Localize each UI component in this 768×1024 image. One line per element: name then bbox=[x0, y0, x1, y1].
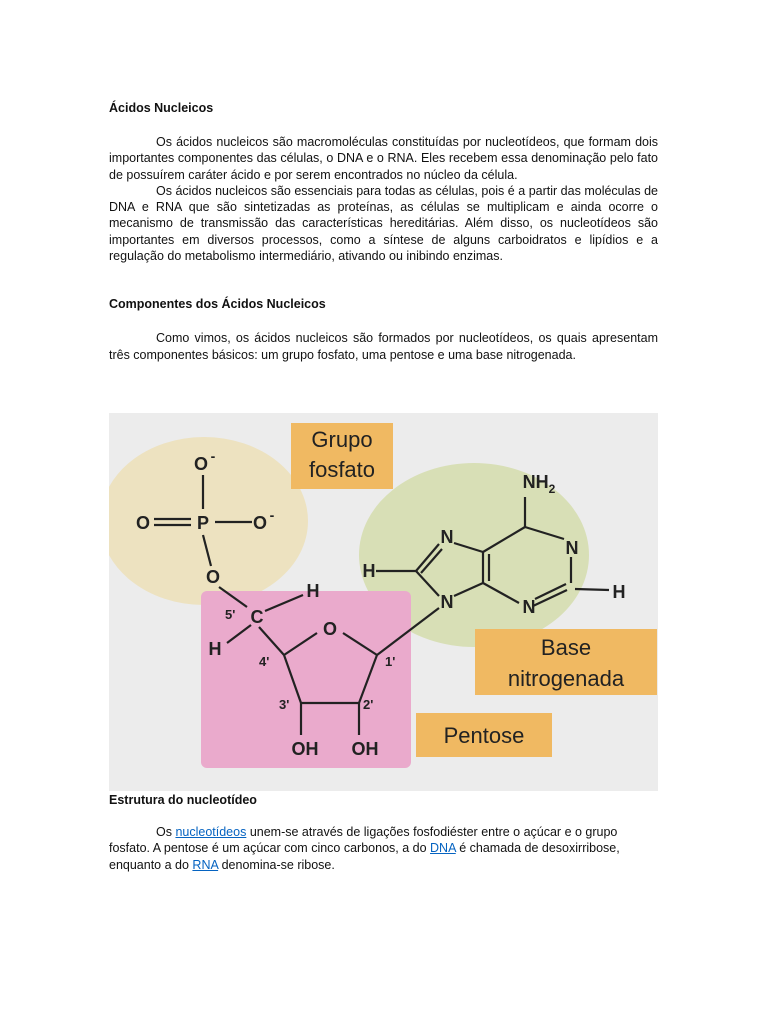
group-nh2: $NH_2$ bbox=[522, 472, 556, 496]
atom-h-base-left: H bbox=[362, 561, 376, 581]
atom-o-top: O bbox=[193, 454, 209, 474]
atom-h-c5-top: H bbox=[306, 581, 320, 601]
atom-h-c5-left: H bbox=[208, 639, 222, 659]
paragraph-nucleotide-structure bbox=[109, 824, 658, 873]
section-title-components: Componentes dos Ácidos Nucleicos bbox=[109, 297, 326, 312]
text-segment-1: Os bbox=[156, 825, 176, 839]
text-segment-3: é chamada de desoxirribose, enquanto a do bbox=[109, 841, 620, 872]
text-segment-4: denomina-se ribose. bbox=[218, 857, 335, 872]
atom-o-left: O bbox=[135, 513, 151, 533]
paragraph-intro: Os ácidos nucleicos são macromoléculas constituídas por nucleotídeos, que formam dois importantes componentes das células, o DNA e o RNA. Eles recebem essa denominação pelo fato de possuírem caráter ácido e por serem encontrados no núcleo da célula. bbox=[109, 135, 658, 182]
atom-n-glycosidic: N bbox=[440, 592, 454, 612]
paragraph-components: Como vimos, os ácidos nucleicos são formados por nucleotídeos, os quais apresentam três componentes básicos: um grupo fosfato, uma pentose e uma base nitrogenada. bbox=[109, 331, 658, 362]
phosphate-label-line2: fosfato bbox=[308, 457, 376, 482]
text-segment-2: unem-se através de ligações fosfodiéster entre o açúcar e o grupo fosfato. A pentose é um açúcar com cinco carbonos, a do bbox=[109, 825, 618, 856]
position-4: 4' bbox=[259, 654, 270, 669]
pentose-label: Pentose bbox=[443, 723, 525, 748]
position-2: 2' bbox=[363, 697, 374, 712]
link-nucleotideos[interactable]: nucleotídeos bbox=[175, 825, 247, 839]
charge-o-right: - bbox=[269, 507, 275, 523]
atom-o-bottom: O bbox=[205, 567, 221, 587]
position-5: 5' bbox=[225, 607, 236, 622]
atom-n-right-top: N bbox=[565, 538, 579, 558]
document-body bbox=[109, 100, 658, 363]
atom-o-ring: O bbox=[322, 619, 338, 639]
position-3: 3' bbox=[279, 697, 290, 712]
section-title-nucleic-acids: Ácidos Nucleicos bbox=[109, 101, 214, 115]
link-dna[interactable]: DNA bbox=[430, 841, 456, 856]
base-label-line1: Base bbox=[540, 635, 592, 660]
figure-caption: Estrutura do nucleotídeo bbox=[109, 793, 257, 807]
charge-o-top: - bbox=[210, 448, 216, 464]
atom-n-bottom: N bbox=[522, 597, 536, 617]
atom-h-base-right: H bbox=[612, 582, 626, 602]
phosphate-label-line1: Grupo bbox=[311, 427, 373, 452]
paragraph-importance: Os ácidos nucleicos são essenciais para todas as células, pois é a partir das moléculas de DNA e RNA que são sintetizadas as proteínas, as células se multiplicam e ainda ocorre o mecanismo de transmissão das características hereditárias. Além disso, os nucleotídeos são importantes em diversos processos, como a síntese de alguns carboidratos e lipídios e a regulação do metabolismo intermediário, ativando ou inibindo enzimas. bbox=[109, 183, 658, 264]
group-oh-right: OH bbox=[351, 739, 379, 759]
figure-caption-area bbox=[109, 792, 658, 808]
atom-p: P bbox=[196, 513, 210, 533]
base-label-line2: nitrogenada bbox=[507, 666, 625, 691]
nucleotide-diagram bbox=[109, 413, 658, 791]
group-oh-left: OH bbox=[291, 739, 319, 759]
atom-o-right: O bbox=[252, 513, 268, 533]
link-rna[interactable]: RNA bbox=[192, 857, 219, 872]
atom-c5: C bbox=[250, 607, 264, 627]
position-1: 1' bbox=[385, 654, 396, 669]
nucleotide-paragraph-area bbox=[109, 824, 658, 873]
atom-n-imidazole-top: N bbox=[440, 527, 454, 547]
